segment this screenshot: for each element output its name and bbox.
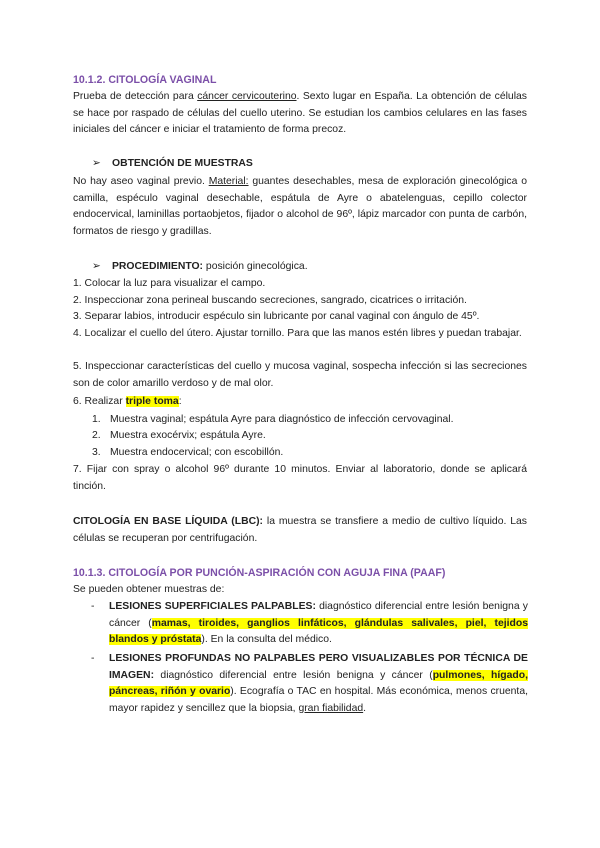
muestras-subheading <box>92 156 253 173</box>
item-1-highlight: mamas, tiroides, ganglios linfáticos, glándulas salivales, piel, tejidos blandos y próstata <box>109 617 528 645</box>
step-6-text-b: : <box>178 396 182 407</box>
section-heading-citologia-vaginal: 10.1.2. CITOLOGÍA VAGINAL <box>73 74 217 86</box>
step-6-text-a: 6. Realizar <box>73 396 126 407</box>
intro-paragraph <box>73 89 527 139</box>
arrow-bullet-icon: ➢ <box>92 158 101 169</box>
dash-bullet: - <box>91 601 95 612</box>
substep-text: Muestra vaginal; espátula Ayre para diagnóstico de infección cervovaginal. <box>110 414 454 425</box>
substep-1 <box>92 412 453 429</box>
step-1: 1. Colocar la luz para visualizar el campo. <box>73 278 266 289</box>
triple-toma-highlight: triple toma <box>125 396 179 407</box>
substep-number: 3. <box>92 447 101 458</box>
substep-number: 1. <box>92 414 101 425</box>
item-2-title: LESIONES PROFUNDAS NO PALPABLES PERO VISUALIZABLES POR TÉCNICA DE IMAGEN: <box>109 653 528 681</box>
lbc-title: CITOLOGÍA EN BASE LÍQUIDA (LBC): <box>73 516 264 527</box>
step-4: 4. Localizar el cuello del útero. Ajustar tornillo. Para que las manos estén libres y puedan trabajar. <box>73 328 522 339</box>
step-3: 3. Separar labios, introducir espéculo sin lubricante por canal vaginal con ángulo de 45º. <box>73 311 480 322</box>
paaf-item-superficiales <box>91 599 528 649</box>
substep-3 <box>92 445 283 462</box>
procedimiento-title: PROCEDIMIENTO: <box>112 261 204 272</box>
gran-fiabilidad-term: gran fiabilidad <box>298 702 364 714</box>
muestras-title: OBTENCIÓN DE MUESTRAS <box>112 158 253 169</box>
arrow-bullet-icon: ➢ <box>92 261 101 272</box>
substep-text: Muestra endocervical; con escobillón. <box>110 447 284 458</box>
item-2-highlight: pulmones, hígado, páncreas, riñón y ovario <box>109 669 528 697</box>
item-2-text-b: ). Ecografía o TAC en hospital. Más económica, menos cruenta, mayor rapidez y sencillez que la biopsia, <box>109 686 528 714</box>
paaf-intro: Se pueden obtener muestras de: <box>73 584 225 595</box>
muestras-paragraph <box>73 174 527 240</box>
dash-bullet: - <box>91 653 95 664</box>
paaf-item-profundas <box>91 651 528 717</box>
cancer-cervicouterino-term: cáncer cervicouterino <box>197 91 297 102</box>
step-7: 7. Fijar con spray o alcohol 96º durante 10 minutos. Enviar al laboratorio, donde se aplicará tinción. <box>73 464 527 492</box>
paaf-item-2-text <box>109 651 528 717</box>
item-1-text-b: ). En la consulta del médico. <box>201 634 332 645</box>
substep-number: 2. <box>92 430 101 441</box>
procedimiento-subheading <box>92 259 308 276</box>
material-label: Material: <box>208 176 249 187</box>
muestras-text-a: No hay aseo vaginal previo. <box>73 176 209 187</box>
intro-text-a: Prueba de detección para <box>73 91 198 102</box>
procedimiento-title-rest: posición ginecológica. <box>203 261 308 272</box>
step-2: 2. Inspeccionar zona perineal buscando secreciones, sangrado, cicatrices o irritación. <box>73 295 467 306</box>
item-2-text-a: diagnóstico diferencial entre lesión benigna y cáncer ( <box>154 669 433 681</box>
intro-text-b: . Sexto lugar en España. La obtención de células se hace por raspado de células del cuello uterino. Se estudian los cambios celulares en las fases iniciales del cáncer e iniciar el tratamiento de forma precoz. <box>73 91 527 135</box>
step-5: 5. Inspeccionar características del cuello y mucosa vaginal, sospecha infección si las secreciones son de color amarillo verdoso y de mal olor. <box>73 361 527 389</box>
item-1-title: LESIONES SUPERFICIALES PALPABLES: <box>109 601 316 612</box>
item-1-text-a: diagnóstico diferencial entre lesión benigna y cáncer ( <box>109 601 528 629</box>
section-heading-paaf: 10.1.3. CITOLOGÍA POR PUNCIÓN-ASPIRACIÓN CON AGUJA FINA (PAAF) <box>73 567 446 579</box>
lbc-text: la muestra se transfiere a medio de cultivo líquido. Las células se recuperan por centrifugación. <box>73 516 528 544</box>
substep-text: Muestra exocérvix; espátula Ayre. <box>110 430 266 441</box>
step-6 <box>73 394 182 411</box>
substep-2 <box>92 428 266 445</box>
lbc-paragraph <box>73 514 527 547</box>
item-2-text-c: . <box>363 702 367 714</box>
muestras-text-b: guantes desechables, mesa de exploración ginecológica o camilla, espéculo vaginal desechable, espátula de Ayre o abatelenguas, cepillo colector endocervical, laminillas portaobjetos, fijador o alcohol de 96º, lápiz marcador con punta de carbón, formatos de riesgo y gradillas. <box>73 176 527 237</box>
paaf-item-1-text <box>109 599 528 649</box>
